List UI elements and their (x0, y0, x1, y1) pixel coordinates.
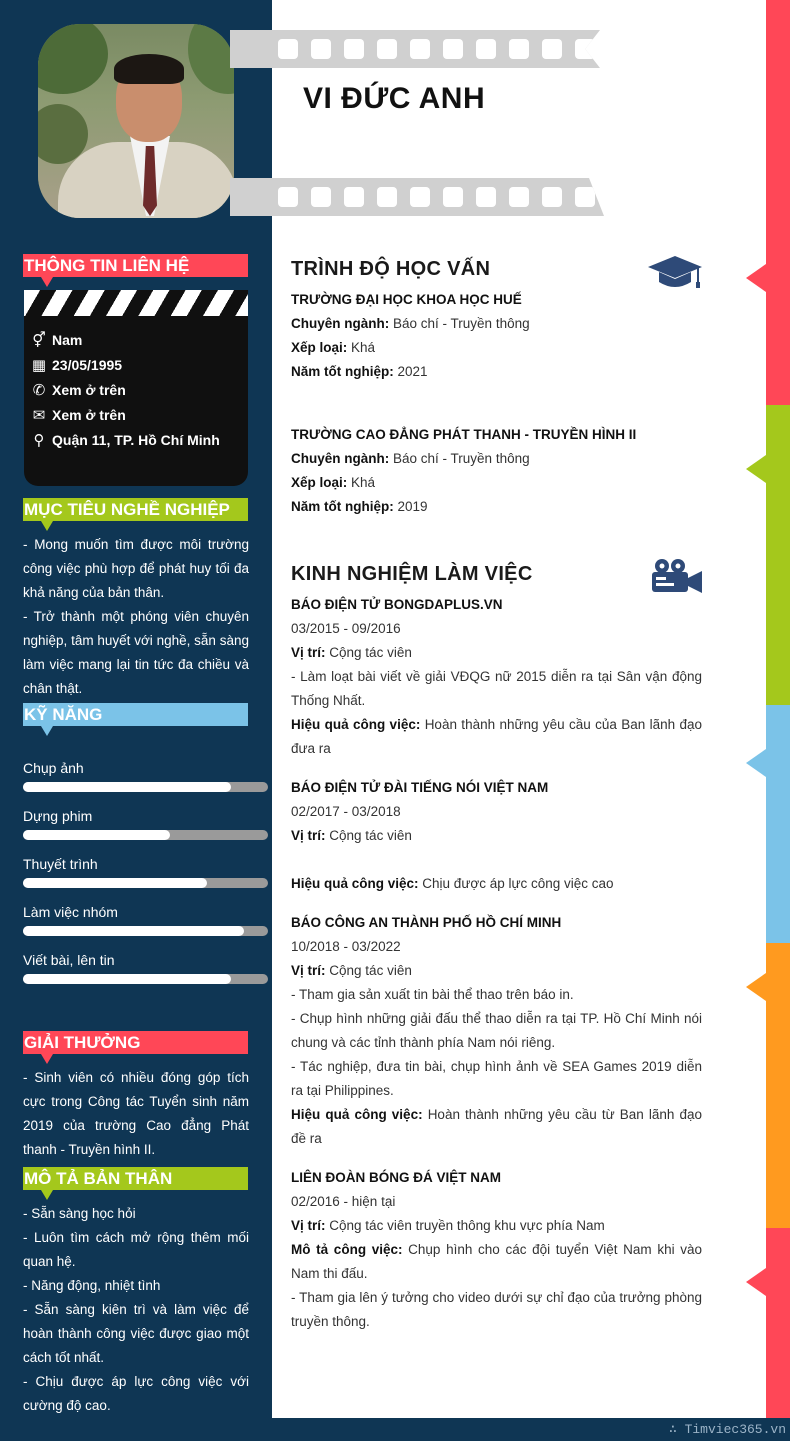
job-desc: - Tham gia sản xuất tin bài thể thao trên báo in. (291, 987, 574, 1002)
film-strip-bottom (230, 178, 604, 216)
job-desc: - Làm loạt bài viết về giải VĐQG nữ 2015 diễn ra tại Sân vận động Thống Nhất. (291, 669, 702, 708)
job-result: Hiệu quả công việc: Hoàn thành những yêu cầu từ Ban lãnh đạo đề ra (291, 1107, 702, 1146)
graduation-cap-icon (648, 254, 702, 290)
job-desc: - Tham gia lên ý tưởng cho video dưới sự chỉ đạo của trưởng phòng truyền thông. (291, 1290, 702, 1329)
skill-bar (23, 878, 268, 888)
color-bar-green (766, 405, 790, 705)
school-name: TRƯỜNG ĐẠI HỌC KHOA HỌC HUẾ (291, 292, 522, 307)
location-icon: ⚲ (33, 432, 45, 449)
awards-text: - Sinh viên có nhiều đóng góp tích cực trong Công tác Tuyển sinh năm 2019 của trường Cao đẳng Phát thanh - Truyền hình II. (23, 1070, 249, 1157)
about-text: - Sẵn sàng học hỏi - Luôn tìm cách mở rộng thêm mối quan hệ. - Năng động, nhiệt tình - Sẵn sàng kiên trì và làm việc để hoàn thành công việc được giao một cách tốt nhất. - Chịu được áp lực công việc với cường độ cao. (23, 1206, 249, 1413)
about-title: MÔ TẢ BẢN THÂN (23, 1167, 248, 1190)
job-desc: - Tác nghiệp, đưa tin bài, chụp hình ảnh về SEA Games 2019 diễn ra tại Philippines. (291, 1059, 702, 1098)
profile-photo (38, 24, 234, 218)
gender-icon: ⚥ (32, 332, 46, 349)
footer-brand: ∴ Timviec365.vn (668, 1422, 786, 1437)
job-period: 02/2016 - hiện tại (291, 1194, 396, 1209)
candidate-name: VI ĐỨC ANH (303, 82, 486, 115)
job-result: Hiệu quả công việc: Hoàn thành những yêu cầu của Ban lãnh đạo đưa ra (291, 717, 702, 756)
awards-title: GIẢI THƯỞNG (23, 1031, 248, 1054)
job-period: 03/2015 - 09/2016 (291, 621, 401, 636)
skill-label: Viết bài, lên tin (23, 952, 115, 968)
email-icon: ✉ (32, 407, 46, 424)
skill-label: Làm việc nhóm (23, 904, 118, 920)
school-grade: Xếp loại: Khá (291, 340, 376, 355)
color-bar-red-bottom (766, 1228, 790, 1418)
education-heading: TRÌNH ĐỘ HỌC VẤN (291, 258, 491, 280)
skill-label: Chụp ảnh (23, 760, 84, 776)
video-camera-icon (650, 558, 702, 594)
school-year: Năm tốt nghiệp: 2019 (291, 499, 428, 514)
school-major: Chuyên ngành: Báo chí - Truyền thông (291, 316, 530, 331)
skill-bar (23, 830, 268, 840)
job-org: BÁO ĐIỆN TỬ BONGDAPLUS.VN (291, 597, 503, 612)
objective-title: MỤC TIÊU NGHỀ NGHIỆP (23, 498, 248, 521)
job-desc: - Chụp hình những giải đấu thể thao diễn ra tại TP. Hồ Chí Minh nói chung và các tỉnh thành phía Nam nói riêng. (291, 1011, 702, 1050)
contact-gender: ⚥ Nam (30, 331, 82, 349)
contact-birthday: ▦ 23/05/1995 (31, 357, 123, 374)
job-period: 10/2018 - 03/2022 (291, 939, 401, 954)
contact-phone: ✆ Xem ở trên (30, 381, 126, 399)
school-grade: Xếp loại: Khá (291, 475, 376, 490)
skill-bar (23, 926, 268, 936)
phone-icon: ✆ (32, 382, 46, 399)
school-name: TRƯỜNG CAO ĐẲNG PHÁT THANH - TRUYỀN HÌNH II (291, 427, 637, 442)
job-result: Hiệu quả công việc: Chịu được áp lực công việc cao (291, 876, 614, 891)
job-role: Vị trí: Cộng tác viên (291, 645, 412, 660)
experience-heading: KINH NGHIỆM LÀM VIỆC (291, 563, 533, 585)
skill-bar (23, 974, 268, 984)
job-period: 02/2017 - 03/2018 (291, 804, 401, 819)
job-org: BÁO ĐIỆN TỬ ĐÀI TIẾNG NÓI VIỆT NAM (291, 780, 549, 795)
job-org: BÁO CÔNG AN THÀNH PHỐ HỒ CHÍ MINH (291, 915, 562, 930)
skills-title: KỸ NĂNG (23, 703, 248, 726)
job-role: Vị trí: Cộng tác viên truyền thông khu vực phía Nam (291, 1218, 605, 1233)
film-strip-top (230, 30, 600, 68)
job-task: Mô tả công việc: Chụp hình cho các đội tuyển Việt Nam khi vào Nam thi đấu. (291, 1242, 703, 1281)
color-bar-orange (766, 943, 790, 1228)
school-year: Năm tốt nghiệp: 2021 (291, 364, 428, 379)
color-bar-blue (766, 705, 790, 943)
job-role: Vị trí: Cộng tác viên (291, 828, 412, 843)
color-bar-red (766, 0, 790, 405)
contact-title: THÔNG TIN LIÊN HỆ (23, 254, 248, 277)
calendar-icon: ▦ (31, 357, 47, 374)
skill-label: Thuyết trình (23, 856, 98, 872)
school-major: Chuyên ngành: Báo chí - Truyền thông (291, 451, 530, 466)
contact-address: ⚲ Quận 11, TP. Hồ Chí Minh (30, 431, 220, 449)
objective-text: - Mong muốn tìm được môi trường công việc phù hợp để phát huy tối đa khả năng của bản thân. - Trở thành một phóng viên chuyên nghiệp, tâm huyết với nghề, sẵn sàng làm việc mang lại tin tức đa chiều và chân thật. (23, 537, 249, 696)
skill-label: Dựng phim (23, 808, 93, 824)
job-role: Vị trí: Cộng tác viên (291, 963, 412, 978)
contact-email: ✉ Xem ở trên (30, 406, 126, 424)
job-org: LIÊN ĐOÀN BÓNG ĐÁ VIỆT NAM (291, 1170, 502, 1185)
skill-bar (23, 782, 268, 792)
